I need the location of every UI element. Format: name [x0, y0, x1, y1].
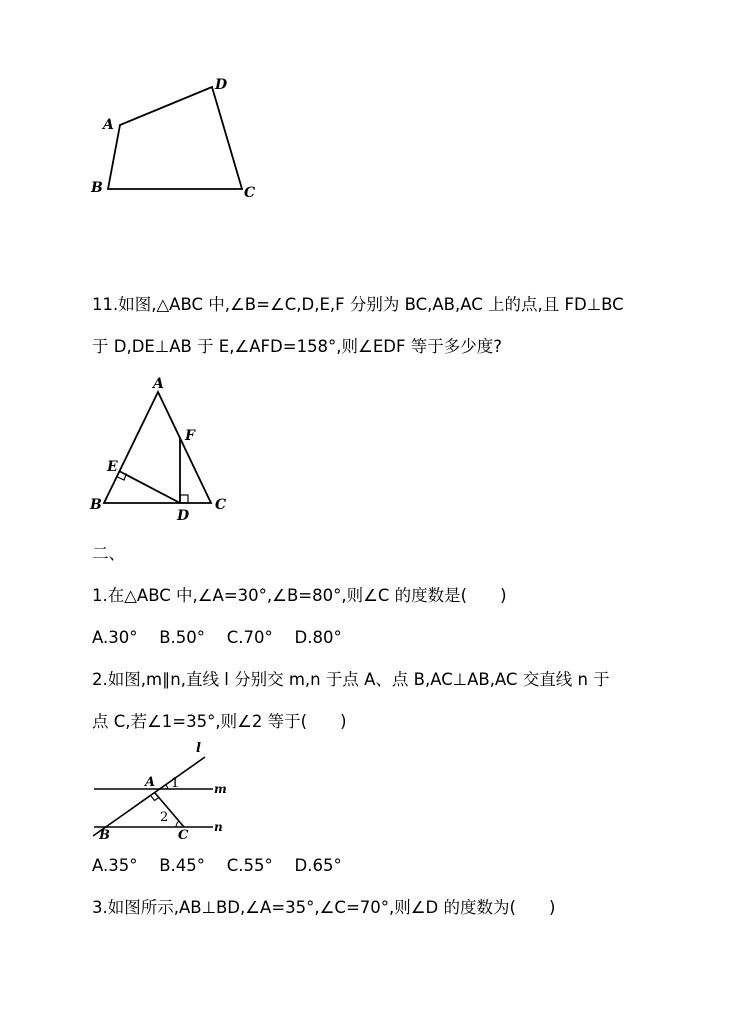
right-angle-mark-d: [180, 495, 188, 503]
label-c: C: [178, 828, 189, 843]
label-b: B: [90, 497, 102, 513]
question-2-line-1: 2.如图,m∥n,直线 l 分别交 m,n 于点 A、点 B,AC⊥AB,AC 交直线 n 于: [92, 670, 610, 689]
question-2-line-2: 点 C,若∠1=35°,则∠2 等于( ): [92, 712, 347, 731]
triangle-abc-shape: [104, 392, 211, 503]
quadrilateral-shape: [108, 87, 242, 189]
question-11-line-2: 于 D,DE⊥AB 于 E,∠AFD=158°,则∠EDF 等于多少度?: [92, 337, 502, 356]
label-e: E: [107, 459, 118, 475]
label-b: B: [99, 828, 110, 843]
question-1-options: A.30° B.50° C.70° D.80°: [92, 628, 342, 647]
line-l: [93, 757, 205, 836]
question-2-options: A.35° B.45° C.55° D.65°: [92, 856, 342, 875]
section-heading: 二、: [92, 544, 125, 563]
label-b: B: [91, 180, 103, 196]
label-d: D: [215, 77, 228, 93]
triangle-def-figure: [0, 360, 745, 530]
label-d: D: [177, 508, 190, 524]
label-a: A: [153, 376, 164, 392]
segment-de: [119, 471, 180, 503]
label-n: n: [214, 820, 223, 834]
label-l: l: [196, 741, 201, 756]
label-a: A: [103, 117, 114, 133]
label-a: A: [145, 775, 156, 790]
angle-1-label: 1: [171, 776, 180, 791]
quadrilateral-figure: [0, 0, 745, 260]
label-c: C: [244, 185, 256, 201]
label-f: F: [185, 428, 195, 444]
angle-2-arc: [176, 821, 179, 827]
angle-2-label: 2: [160, 810, 169, 825]
question-11-line-1: 11.如图,△ABC 中,∠B=∠C,D,E,F 分别为 BC,AB,AC 上的点,且 FD⊥BC: [92, 295, 624, 314]
parallel-lines-figure: [0, 740, 745, 845]
question-3-text: 3.如图所示,AB⊥BD,∠A=35°,∠C=70°,则∠D 的度数为( ): [92, 898, 556, 917]
label-c: C: [215, 497, 227, 513]
question-1-text: 1.在△ABC 中,∠A=30°,∠B=80°,则∠C 的度数是( ): [92, 586, 507, 605]
label-m: m: [214, 782, 227, 796]
